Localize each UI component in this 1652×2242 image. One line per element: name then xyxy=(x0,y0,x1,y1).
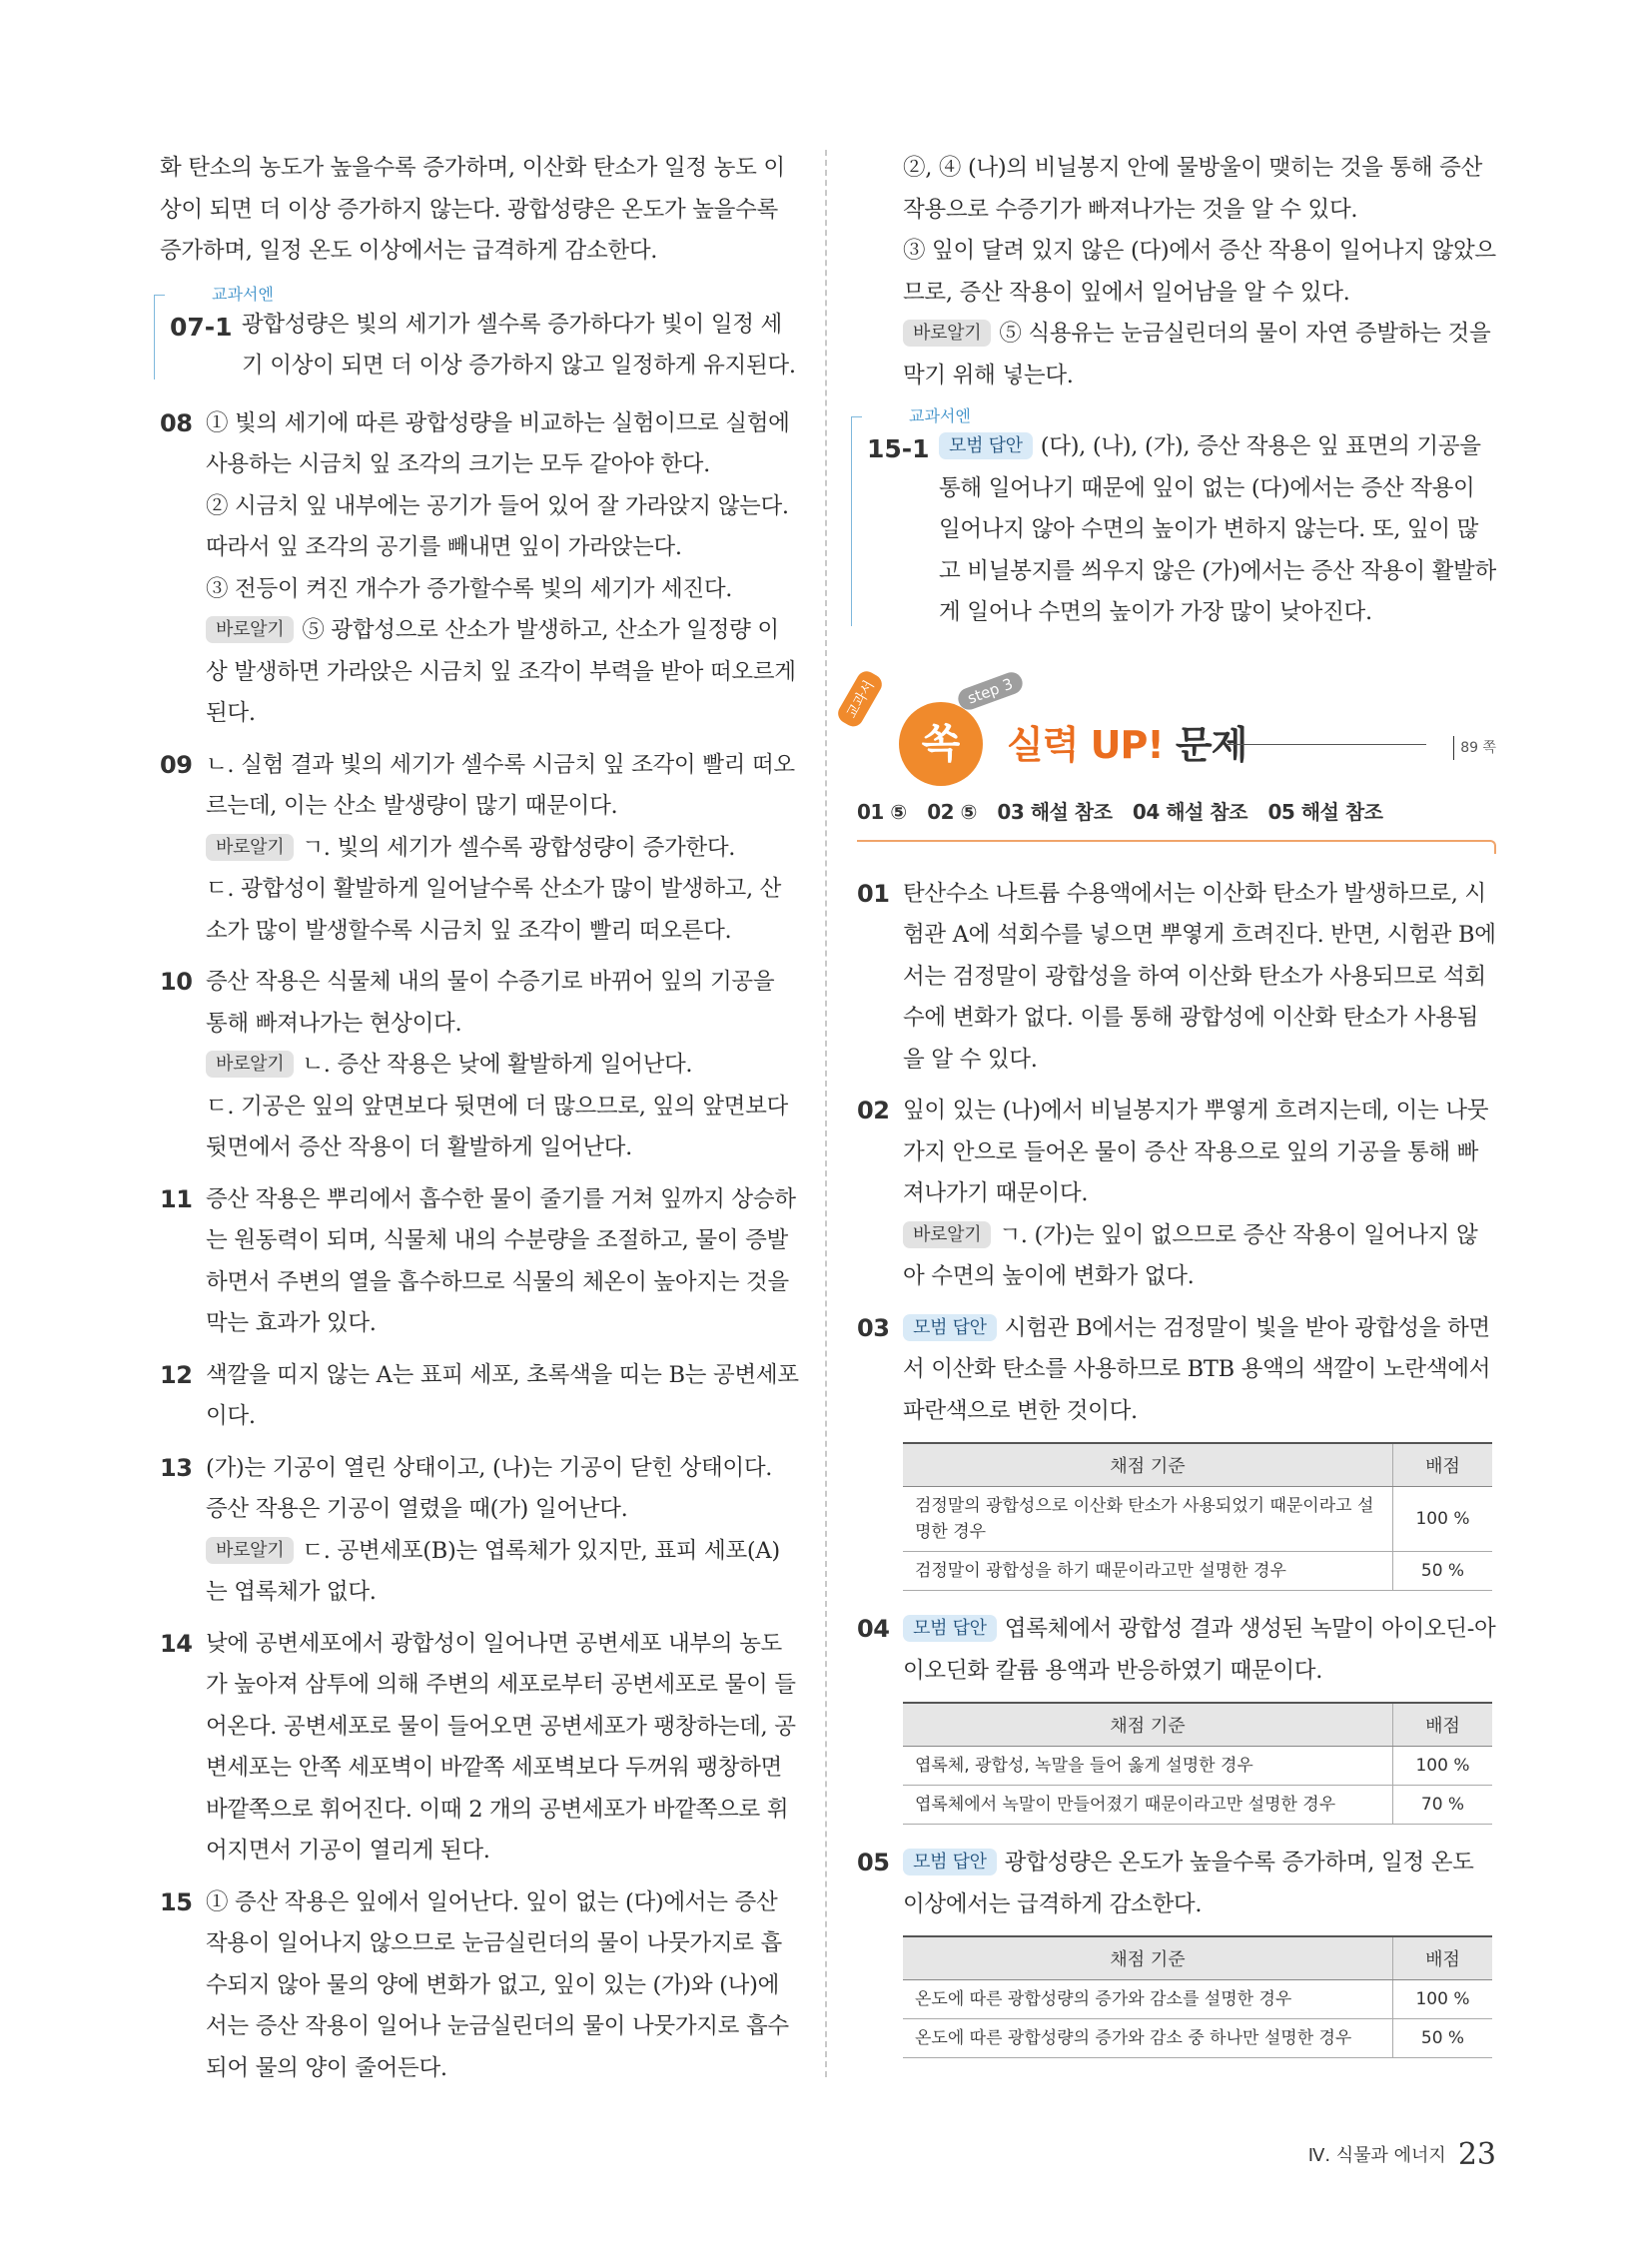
question-number: 01 xyxy=(857,879,890,908)
item-text: 엽록체에서 광합성 결과 생성된 녹말이 아이오딘-아이오딘화 칼륨 용액과 반응하였기 때문이다. xyxy=(903,1616,1496,1684)
item-text: ⑤ 광합성으로 산소가 발생하고, 산소가 일정량 이상 발생하면 가라앉은 시금치 잎 조각이 부력을 받아 떠오르게 된다. xyxy=(206,617,796,726)
question-number: 15 xyxy=(160,1887,193,1916)
step3-header xyxy=(843,674,1496,874)
item-11 xyxy=(160,1179,799,1345)
question-number: 03 xyxy=(857,1313,890,1342)
table-cell: 70 % xyxy=(1393,1786,1493,1825)
item-text: ㄴ. 증산 작용은 낮에 활발하게 일어난다. xyxy=(302,1052,693,1078)
item-text: ③ 전등이 켜진 개수가 증가할수록 빛의 세기가 세진다. xyxy=(206,575,733,602)
correction-badge: 바로알기 xyxy=(903,320,991,347)
question-number: 13 xyxy=(160,1453,193,1482)
table-row xyxy=(903,2019,1492,2058)
textbook-text: 광합성량은 빛의 세기가 셀수록 증가하다가 빛이 일정 세기 이상이 되면 더 이상 증가하지 않고 일정하게 유지된다. xyxy=(242,311,796,378)
question-number: 14 xyxy=(160,1629,193,1658)
title-rule xyxy=(1227,744,1426,745)
item-text: 색깔을 띠지 않는 A는 표피 세포, 초록색을 띠는 B는 공변세포이다. xyxy=(206,1361,799,1429)
page-reference: 89 쪽 xyxy=(1453,736,1496,760)
table-cell: 100 % xyxy=(1393,1487,1493,1552)
question-number: 05 xyxy=(857,1849,890,1876)
item-text: ② 시금치 잎 내부에는 공기가 들어 있어 잘 가라앉지 않는다. 따라서 잎 조각의 공기를 빼내면 잎이 가라앉는다. xyxy=(206,492,789,560)
textbook-tag: 교과서 xyxy=(834,668,885,730)
table-row xyxy=(903,1487,1492,1552)
left-column xyxy=(160,148,799,2099)
question-number: 15-1 xyxy=(867,434,930,463)
table-cell: 엽록체에서 녹말이 만들어졌기 때문이라고만 설명한 경우 xyxy=(903,1786,1393,1825)
item-13 xyxy=(160,1448,799,1614)
table-cell: 엽록체, 광합성, 녹말을 들어 옳게 설명한 경우 xyxy=(903,1747,1393,1786)
textbook-bracket xyxy=(154,295,165,379)
step-tag: step 3 xyxy=(955,669,1025,713)
table-header: 배점 xyxy=(1393,1443,1493,1487)
item-text: 광합성량은 온도가 높을수록 증가하며, 일정 온도 이상에서는 급격하게 감소한다. xyxy=(903,1850,1474,1917)
answer-key-item: 05 해설 참조 xyxy=(1267,799,1383,824)
textbook-box-15-1 xyxy=(857,406,1496,634)
table-header: 배점 xyxy=(1393,1936,1493,1980)
textbook-label: 교과서엔 xyxy=(909,406,971,425)
item-08 xyxy=(160,403,799,735)
textbook-label: 교과서엔 xyxy=(212,284,274,304)
table-header: 채점 기준 xyxy=(903,1936,1393,1980)
question-number: 11 xyxy=(160,1184,193,1213)
question-number: 08 xyxy=(160,408,193,437)
table-cell: 100 % xyxy=(1393,1980,1493,2019)
table-row xyxy=(903,1786,1492,1825)
item-text: ① 증산 작용은 잎에서 일어난다. 잎이 없는 (다)에서는 증산 작용이 일어나지 않으므로 눈금실린더의 물이 나뭇가지로 흡수되지 않아 물의 양에 변화가 없고, 잎이 있는 (가)와 (나)에서는 증산 작용이 일어나 눈금실린더의 물이 나뭇가지로 흡수되어 물의 양이 줄어든다. xyxy=(206,1888,789,2081)
item-text: ⑤ 식용유는 눈금실린더의 물이 자연 증발하는 것을 막기 위해 넣는다. xyxy=(903,321,1491,388)
item-text: ㄴ. 실험 결과 빛의 세기가 셀수록 시금치 잎 조각이 빨리 떠오르는데, 이는 산소 발생량이 많기 때문이다. xyxy=(206,751,795,819)
item-15-continued xyxy=(857,148,1496,396)
correction-badge: 바로알기 xyxy=(206,616,294,643)
item-10 xyxy=(160,962,799,1169)
answer-key xyxy=(857,796,1396,825)
item-text: 탄산수소 나트륨 수용액에서는 이산화 탄소가 발생하므로, 시험관 A에 석회수를 넣으면 뿌옇게 흐려진다. 반면, 시험관 B에서는 검정말이 광합성을 하여 이산화 탄소가 사용되므로 석회수에 변화가 없다. 이를 통해 광합성에 이산화 탄소가 사용됨을 알 수 있다. xyxy=(903,880,1496,1073)
textbook-box-07-1 xyxy=(160,285,799,387)
table-cell: 온도에 따른 광합성량의 증가와 감소를 설명한 경우 xyxy=(903,1980,1393,2019)
page-number: 23 xyxy=(1457,2137,1496,2172)
section-title-tail: 문제 xyxy=(1163,722,1247,767)
table-row xyxy=(903,1980,1492,2019)
answer-key-item: 04 해설 참조 xyxy=(1132,799,1247,824)
right-column xyxy=(843,148,1496,2076)
page-footer xyxy=(1308,2137,1496,2172)
item-text: 잎이 있는 (나)에서 비닐봉지가 뿌옇게 흐려지는데, 이는 나뭇가지 안으로 들어온 물이 증산 작용으로 잎의 기공을 통해 빠져나가기 때문이다. xyxy=(903,1098,1489,1206)
scoring-table-05 xyxy=(903,1935,1492,2058)
item-text: (가)는 기공이 열린 상태이고, (나)는 기공이 닫힌 상태이다. 증산 작용은 기공이 열렸을 때(가) 일어난다. xyxy=(206,1454,773,1522)
model-answer-badge: 모범 답안 xyxy=(903,1849,997,1875)
answer-key-item: 01 ⑤ xyxy=(857,799,907,824)
answer-key-rule xyxy=(857,840,1496,854)
table-header: 배점 xyxy=(1393,1703,1493,1747)
answer-05 xyxy=(857,1843,1496,1925)
question-number: 02 xyxy=(857,1097,890,1124)
table-row xyxy=(903,1552,1492,1591)
textbook-bracket xyxy=(851,416,862,626)
table-header: 채점 기준 xyxy=(903,1703,1393,1747)
question-number: 07-1 xyxy=(170,312,233,342)
table-cell: 100 % xyxy=(1393,1747,1493,1786)
item-text: ②, ④ (나)의 비닐봉지 안에 물방울이 맺히는 것을 통해 증산 작용으로 수증기가 빠져나가는 것을 알 수 있다. xyxy=(903,155,1483,223)
answer-key-item: 02 ⑤ xyxy=(927,799,977,824)
table-cell: 검정말이 광합성을 하기 때문이라고만 설명한 경우 xyxy=(903,1552,1393,1591)
question-number: 12 xyxy=(160,1360,193,1389)
item-text: ㄷ. 공변세포(B)는 엽록체가 있지만, 표피 세포(A)는 엽록체가 없다. xyxy=(206,1537,780,1605)
answer-03 xyxy=(857,1308,1496,1433)
correction-badge: 바로알기 xyxy=(206,834,294,861)
question-number: 09 xyxy=(160,750,193,779)
question-number: 10 xyxy=(160,968,193,996)
correction-badge: 바로알기 xyxy=(206,1537,294,1564)
correction-badge: 바로알기 xyxy=(903,1221,991,1248)
table-cell: 50 % xyxy=(1393,1552,1493,1591)
footer-section: Ⅳ. 식물과 에너지 xyxy=(1307,2145,1446,2166)
answer-04 xyxy=(857,1609,1496,1692)
item-09 xyxy=(160,745,799,953)
correction-badge: 바로알기 xyxy=(206,1051,294,1078)
table-row xyxy=(903,1747,1492,1786)
item-text: 낮에 공변세포에서 광합성이 일어나면 공변세포 내부의 농도가 높아져 삼투에 의해 주변의 세포로부터 공변세포로 물이 들어온다. 공변세포로 물이 들어오면 공변세포가 팽창하는데, 공변세포는 안쪽 세포벽이 바깥쪽 세포벽보다 두꺼워 팽창하면 바깥쪽으로 휘어진다. 이때 2 개의 공변세포가 바깥쪽으로 휘어지면서 기공이 열리게 된다. xyxy=(206,1630,796,1864)
answer-02 xyxy=(857,1091,1496,1298)
answer-key-item: 03 해설 참조 xyxy=(997,799,1113,824)
answer-01 xyxy=(857,874,1496,1082)
item-15 xyxy=(160,1882,799,2090)
item-text: ㄷ. 기공은 잎의 앞면보다 뒷면에 더 많으므로, 잎의 앞면보다 뒷면에서 증산 작용이 더 활발하게 일어난다. xyxy=(206,1093,788,1160)
item-text: ㄷ. 광합성이 활발하게 일어날수록 산소가 많이 발생하고, 산소가 많이 발생할수록 시금치 잎 조각이 빨리 떠오른다. xyxy=(206,876,782,944)
item-14 xyxy=(160,1624,799,1872)
model-answer-badge: 모범 답안 xyxy=(903,1314,997,1341)
item-text: ㄱ. 빛의 세기가 셀수록 광합성량이 증가한다. xyxy=(302,834,736,861)
item-text: 증산 작용은 식물체 내의 물이 수증기로 바뀌어 잎의 기공을 통해 빠져나가는 현상이다. xyxy=(206,969,775,1037)
scoring-table-03 xyxy=(903,1442,1492,1591)
item-12 xyxy=(160,1355,799,1438)
table-cell: 온도에 따른 광합성량의 증가와 감소 중 하나만 설명한 경우 xyxy=(903,2019,1393,2058)
item-text: ① 빛의 세기에 따른 광합성량을 비교하는 실험이므로 실험에 사용하는 시금치 잎 조각의 크기는 모두 같아야 한다. xyxy=(206,409,790,477)
item-text: ③ 잎이 달려 있지 않은 (다)에서 증산 작용이 일어나지 않았으므로, 증산 작용이 잎에서 일어남을 알 수 있다. xyxy=(903,238,1496,306)
question-number: 04 xyxy=(857,1615,890,1643)
item-text: 시험관 B에서는 검정말이 빛을 받아 광합성을 하면서 이산화 탄소를 사용하므로 BTB 용액의 색깔이 노란색에서 파란색으로 변한 것이다. xyxy=(903,1314,1491,1424)
column-divider xyxy=(825,150,827,2077)
ssok-logo-icon: 쏙 xyxy=(899,702,983,786)
model-answer-badge: 모범 답안 xyxy=(939,432,1033,459)
section-title-main: 실력 UP! xyxy=(1007,722,1164,767)
scoring-table-04 xyxy=(903,1702,1492,1825)
section-title xyxy=(1007,714,1246,769)
intro-text: 화 탄소의 농도가 높을수록 증가하며, 이산화 탄소가 일정 농도 이상이 되면 더 이상 증가하지 않는다. 광합성량은 온도가 높을수록 증가하며, 일정 온도 이상에서는 급격하게 감소한다. xyxy=(160,155,785,264)
table-cell: 50 % xyxy=(1393,2019,1493,2058)
item-text: ㄱ. (가)는 잎이 없으므로 증산 작용이 일어나지 않아 수면의 높이에 변화가 없다. xyxy=(903,1221,1478,1289)
table-header: 채점 기준 xyxy=(903,1443,1393,1487)
textbook-text: (다), (나), (가), 증산 작용은 잎 표면의 기공을 통해 일어나기 때문에 잎이 없는 (다)에서는 증산 작용이 일어나지 않아 수면의 높이가 변하지 않는다. 또, 잎이 많고 비닐봉지를 씌우지 않은 (가)에서는 증산 작용이 활발하게 일어나 수면의 높이가 가장 많이 낮아진다. xyxy=(939,433,1496,625)
table-cell: 검정말의 광합성으로 이산화 탄소가 사용되었기 때문이라고 설명한 경우 xyxy=(903,1487,1393,1552)
item-text: 증산 작용은 뿌리에서 흡수한 물이 줄기를 거쳐 잎까지 상승하는 원동력이 되며, 식물체 내의 수분량을 조절하고, 물이 증발하면서 주변의 열을 흡수하므로 식물의 체온이 높아지는 것을 막는 효과가 있다. xyxy=(206,1185,796,1336)
model-answer-badge: 모범 답안 xyxy=(903,1615,997,1642)
